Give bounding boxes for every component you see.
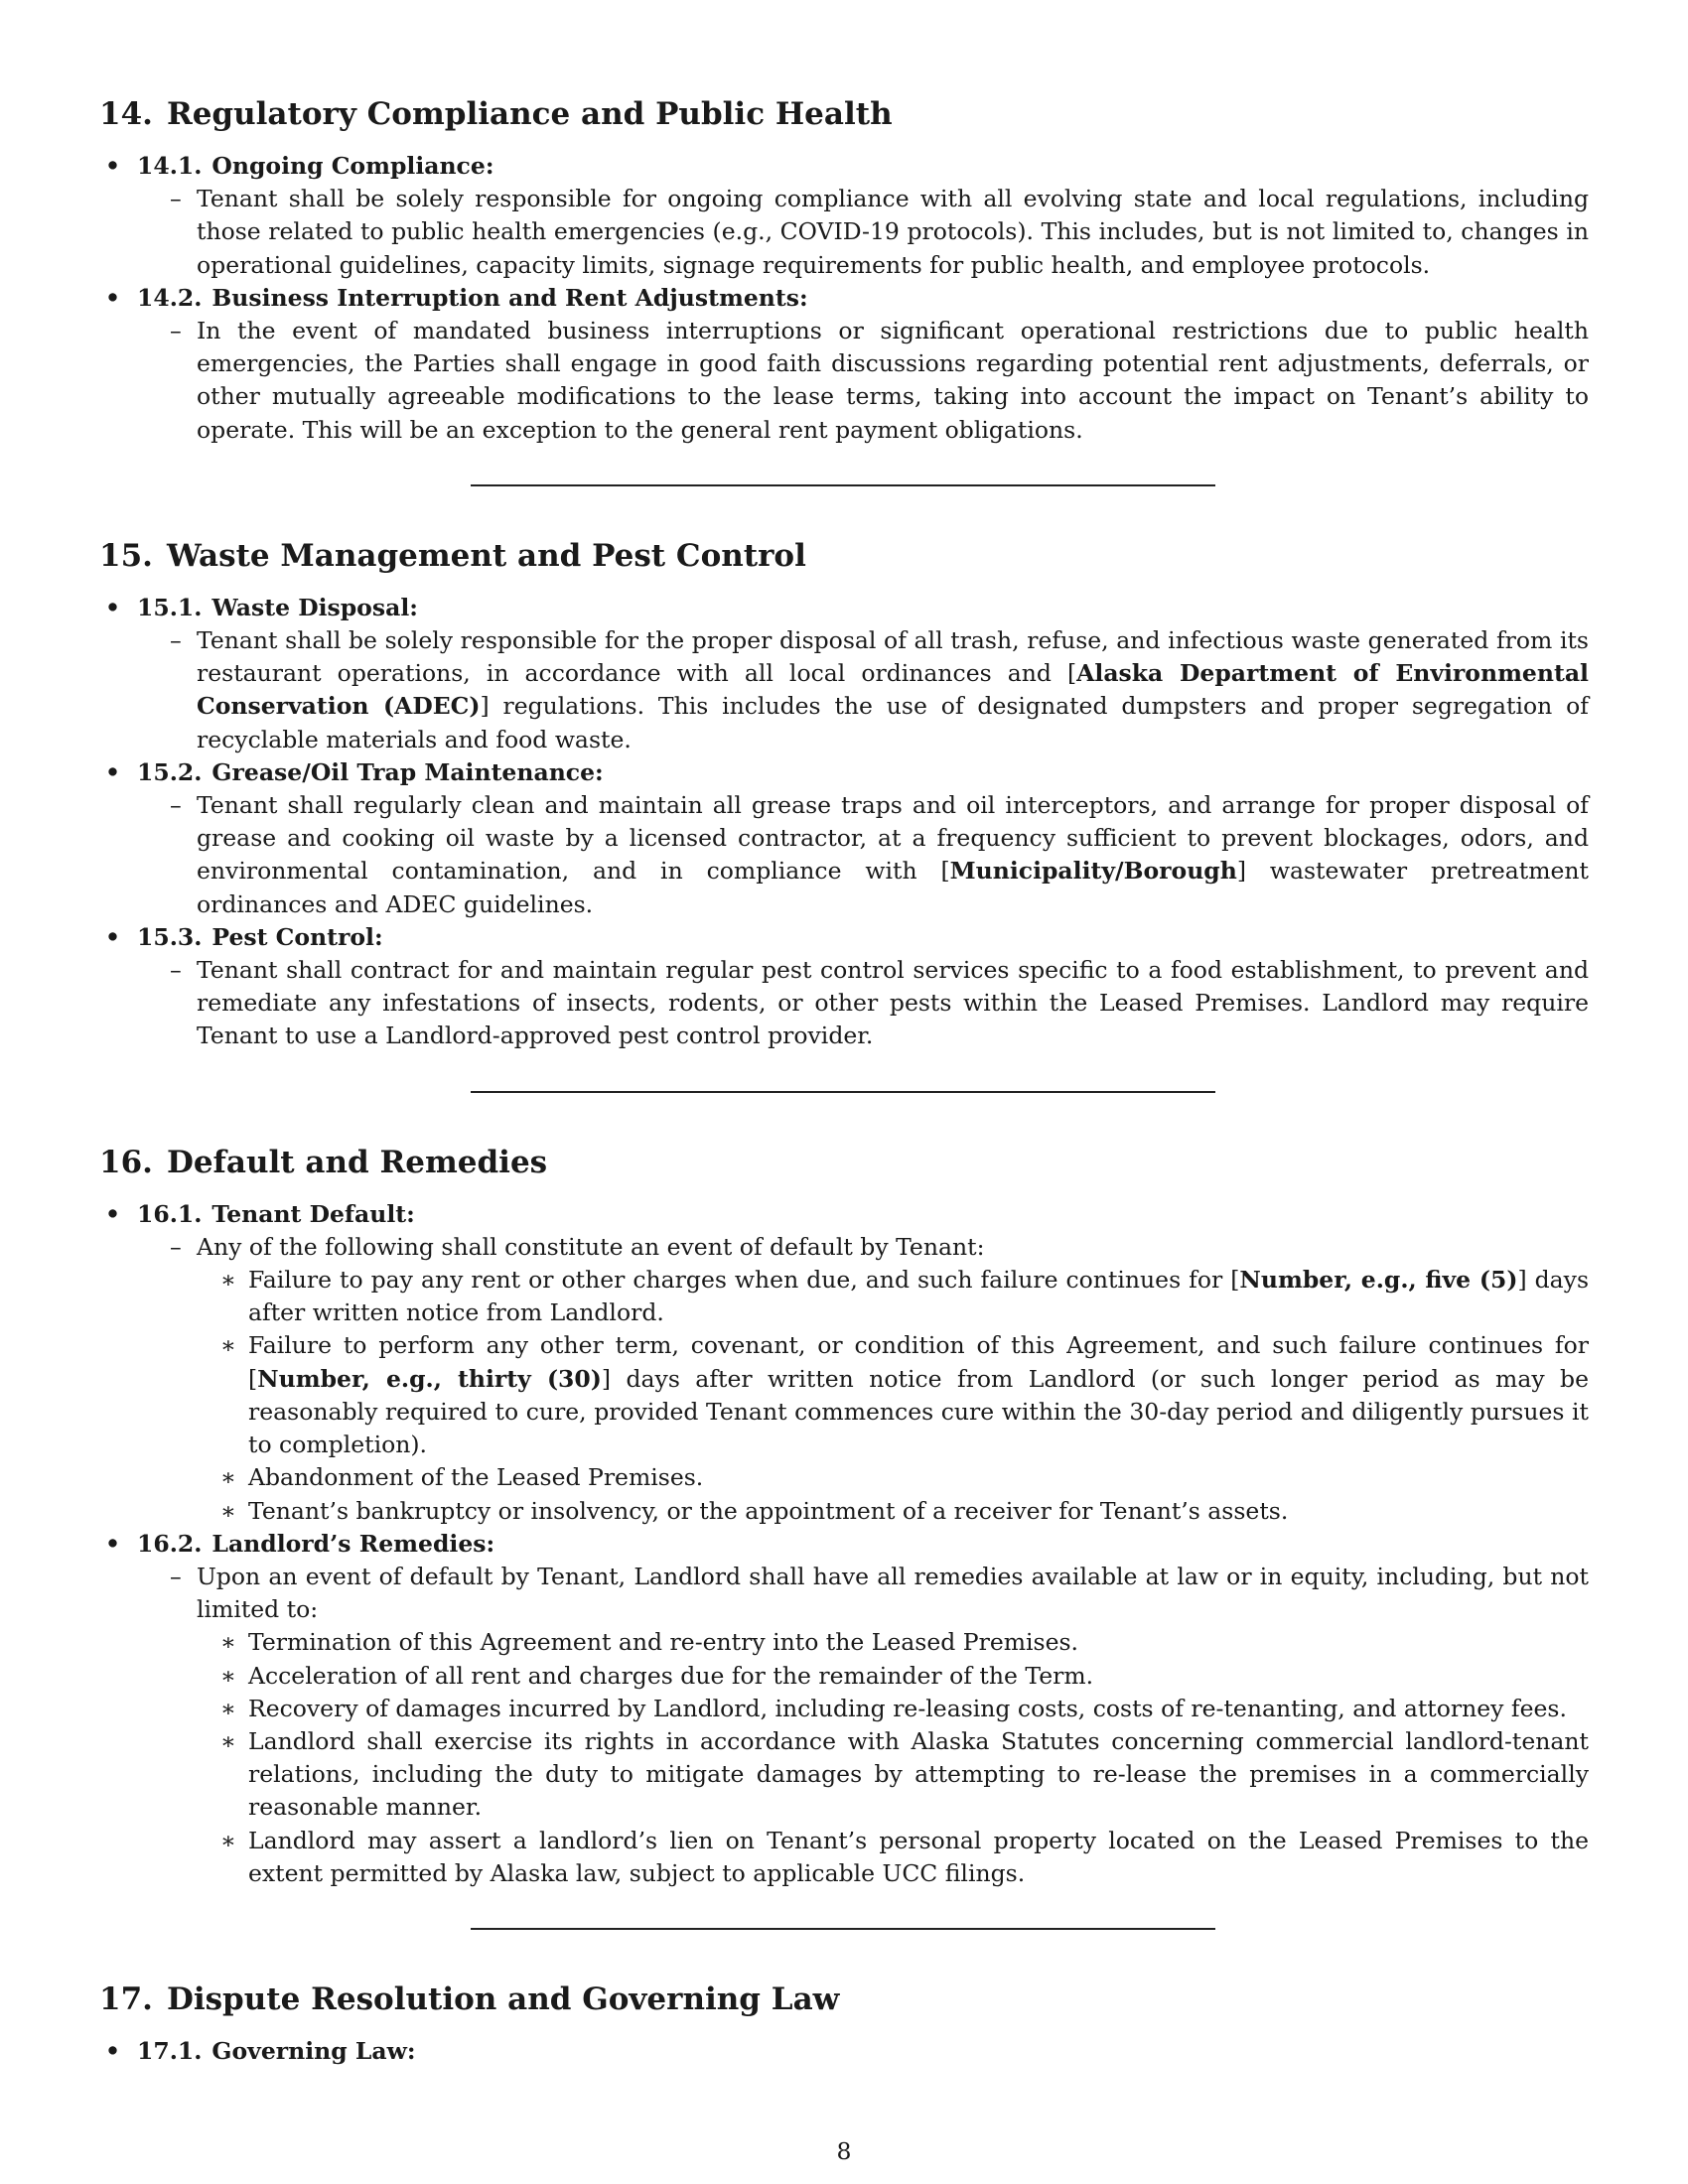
asterisk-icon: ∗: [220, 1628, 236, 1657]
section-number: 17.: [99, 1980, 153, 2017]
list-item: [220, 1825, 1589, 1890]
asterisk-icon: ∗: [220, 1266, 236, 1295]
subsection-title: [137, 152, 494, 180]
list-item: [170, 624, 1589, 756]
section-heading: [99, 1143, 1589, 1182]
subsection-title: [137, 594, 418, 621]
dash-icon: –: [170, 956, 182, 985]
dash-list: [137, 789, 1589, 921]
item-text: Landlord may assert a landlord’s lien on Tenant’s personal property located on the Leased Premises to the extent permitted by Alaska law, subject to applicable UCC filings.: [248, 1826, 1589, 1887]
bullet-icon: •: [105, 283, 121, 312]
list-item: [170, 183, 1589, 282]
dash-list: [137, 1231, 1589, 1528]
item-text: Tenant’s bankruptcy or insolvency, or the appointment of a receiver for Tenant’s assets.: [248, 1496, 1289, 1525]
subsection-title-text: Grease/Oil Trap Maintenance:: [211, 757, 604, 786]
asterisk-icon: ∗: [220, 1726, 236, 1755]
list-item: [170, 1561, 1589, 1890]
subsection-15-2: [105, 756, 1589, 921]
asterisk-icon: ∗: [220, 1694, 236, 1722]
asterisk-icon: ∗: [220, 1331, 236, 1360]
dash-list: [137, 624, 1589, 756]
section-title: Regulatory Compliance and Public Health: [166, 96, 893, 132]
subsection-title-text: Tenant Default:: [211, 1199, 415, 1228]
list-item: [220, 1626, 1589, 1659]
dash-icon: –: [170, 1562, 182, 1590]
subsection-15-1: [105, 592, 1589, 756]
list-item: [220, 1660, 1589, 1693]
section-17: [99, 1979, 1589, 2068]
asterisk-icon: ∗: [220, 1463, 236, 1492]
section-title: Dispute Resolution and Governing Law: [166, 1980, 840, 2017]
section-14: [99, 94, 1589, 447]
bullet-icon: •: [105, 2036, 121, 2065]
star-list: [197, 1264, 1589, 1528]
list-item: [220, 1495, 1589, 1528]
section-heading: [99, 536, 1589, 576]
item-text: ] wastewater pretreatment ordinances and ADEC guidelines.: [197, 857, 1589, 918]
subsection-14-2: [105, 282, 1589, 447]
bullet-icon: •: [105, 757, 121, 786]
subsection-number: 16.2.: [137, 1529, 203, 1558]
placeholder-text: Alaska Department of Environmental Conservation (ADEC): [197, 659, 1589, 721]
item-text: Termination of this Agreement and re-entry into the Leased Premises.: [248, 1628, 1079, 1657]
item-text: Acceleration of all rent and charges due for the remainder of the Term.: [248, 1661, 1094, 1690]
subsection-14-1: [105, 150, 1589, 282]
item-text: Any of the following shall constitute an event of default by Tenant:: [197, 1232, 985, 1261]
subsection-title-text: Ongoing Compliance:: [211, 152, 494, 180]
item-text: In the event of mandated business interruptions or significant operational restrictions due to public health emergencies, the Parties shall engage in good faith discussions regarding potential rent adjustments, deferrals, or other mutually agreeable modifications to the lease terms, taking into account the impact on Tenant’s ability to operate. This will be an exception to the general rent payment obligations.: [197, 317, 1589, 444]
list-item: [220, 1725, 1589, 1825]
subsection-title-text: Business Interruption and Rent Adjustments:: [211, 283, 808, 312]
subsection-number: 14.1.: [137, 152, 203, 180]
item-text: Landlord shall exercise its rights in accordance with Alaska Statutes concerning commercial landlord-tenant relations, including the duty to mitigate damages by attempting to re-lease the premises in a commercially reasonable manner.: [248, 1726, 1589, 1822]
subsection-list: [99, 150, 1589, 447]
subsection-title-text: Landlord’s Remedies:: [211, 1529, 495, 1558]
document-page: [99, 94, 1589, 2068]
asterisk-icon: ∗: [220, 1661, 236, 1690]
subsection-title: [137, 1530, 494, 1558]
item-text: Recovery of damages incurred by Landlord, including re-leasing costs, costs of re-tenanting, and attorney fees.: [248, 1694, 1567, 1722]
section-16: [99, 1143, 1589, 1890]
section-heading: [99, 94, 1589, 134]
dash-list: [137, 1561, 1589, 1890]
list-item: [170, 1231, 1590, 1528]
bullet-icon: •: [105, 593, 121, 621]
item-text: Tenant shall be solely responsible for ongoing compliance with all evolving state and local regulations, including those related to public health emergencies (e.g., COVID-19 protocols). This includes, but is not limited to, changes in operational guidelines, capacity limits, signage requirements for public health, and employee protocols.: [197, 185, 1589, 279]
item-text: Tenant shall contract for and maintain regular pest control services specific to a food establishment, to prevent and remediate any infestations of insects, rodents, or other pests within the Leased Premises. Landlord may require Tenant to use a Landlord-approved pest control provider.: [197, 956, 1589, 1050]
placeholder-text: Number, e.g., thirty (30): [257, 1364, 602, 1393]
subsection-title-text: Waste Disposal:: [211, 593, 418, 621]
subsection-15-3: [105, 921, 1589, 1053]
item-text: ] days after written notice from Landlord.: [248, 1266, 1590, 1327]
section-number: 16.: [99, 1144, 153, 1180]
asterisk-icon: ∗: [220, 1496, 236, 1525]
list-item: [170, 954, 1589, 1053]
list-item: [220, 1264, 1590, 1329]
list-item: [220, 1329, 1590, 1461]
dash-icon: –: [170, 317, 182, 345]
section-number: 14.: [99, 96, 153, 132]
item-text: Tenant shall regularly clean and maintain all grease traps and oil interceptors, and arrange for proper disposal of grease and cooking oil waste by a licensed contractor, at a frequency sufficient to prevent blockages, odors, and environmental contamination, and in compliance with [: [197, 791, 1589, 886]
bullet-icon: •: [105, 152, 121, 180]
dash-icon: –: [170, 626, 182, 655]
dash-list: [137, 183, 1589, 282]
item-text: Upon an event of default by Tenant, Landlord shall have all remedies available at law or in equity, including, but not limited to:: [197, 1562, 1589, 1624]
dash-icon: –: [170, 1232, 182, 1261]
subsection-number: 15.3.: [137, 922, 203, 951]
subsection-number: 17.1.: [137, 2036, 203, 2065]
subsection-number: 15.2.: [137, 757, 203, 786]
item-text: Abandonment of the Leased Premises.: [248, 1463, 704, 1492]
section-heading: [99, 1979, 1589, 2019]
subsection-number: 14.2.: [137, 283, 203, 312]
subsection-16-2: [105, 1528, 1589, 1890]
subsection-title-text: Pest Control:: [211, 922, 383, 951]
section-15: [99, 536, 1589, 1053]
item-text: Tenant shall be solely responsible for the proper disposal of all trash, refuse, and infectious waste generated from its restaurant operations, in accordance with all local ordinances and [: [197, 626, 1589, 688]
bullet-icon: •: [105, 1529, 121, 1558]
item-text: Failure to perform any other term, covenant, or condition of this Agreement, and such failure continues for [: [248, 1331, 1589, 1393]
subsection-title: [137, 2037, 416, 2065]
subsection-number: 16.1.: [137, 1199, 203, 1228]
item-text: ] regulations. This includes the use of designated dumpsters and proper segregation of recyclable materials and food waste.: [197, 692, 1589, 753]
subsection-title-text: Governing Law:: [211, 2036, 416, 2065]
subsection-title: [137, 284, 808, 312]
subsection-list: [99, 2035, 1589, 2068]
subsection-list: [99, 1198, 1589, 1890]
item-text: Failure to pay any rent or other charges when due, and such failure continues for [: [248, 1266, 1240, 1295]
subsection-number: 15.1.: [137, 593, 203, 621]
placeholder-text: Municipality/Borough: [949, 857, 1237, 886]
subsection-list: [99, 592, 1589, 1053]
list-item: [220, 1461, 1589, 1494]
placeholder-text: Number, e.g., five (5): [1239, 1266, 1518, 1295]
subsection-16-1: [105, 1198, 1590, 1528]
dash-icon: –: [170, 185, 182, 213]
subsection-title: [137, 1200, 415, 1228]
subsection-title: [137, 758, 604, 786]
dash-icon: –: [170, 791, 182, 820]
bullet-icon: •: [105, 922, 121, 951]
item-text: ] days after written notice from Landlord (or such longer period as may be reasonably required to cure, provided Tenant commences cure within the 30-day period and diligently pursues it to completion).: [248, 1364, 1590, 1459]
subsection-17-1: [105, 2035, 1589, 2068]
list-item: [170, 789, 1589, 921]
asterisk-icon: ∗: [220, 1826, 236, 1854]
dash-list: [137, 315, 1589, 447]
section-title: Waste Management and Pest Control: [166, 537, 806, 574]
list-item: [220, 1693, 1589, 1725]
section-number: 15.: [99, 537, 153, 574]
section-title: Default and Remedies: [166, 1144, 548, 1180]
star-list: [197, 1626, 1589, 1890]
list-item: [170, 315, 1589, 447]
bullet-icon: •: [105, 1199, 121, 1228]
subsection-title: [137, 923, 383, 951]
dash-list: [137, 954, 1589, 1053]
page-number: 8: [836, 2137, 852, 2165]
